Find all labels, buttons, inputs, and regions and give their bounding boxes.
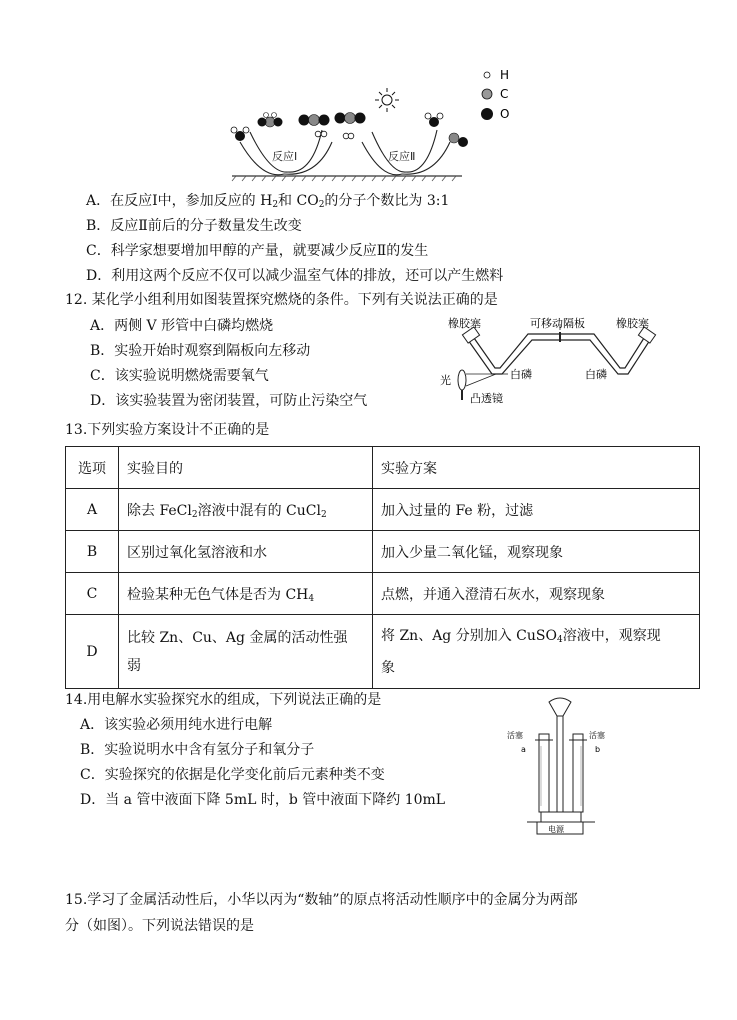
row-option: A xyxy=(66,489,119,531)
light-label: 光 xyxy=(440,374,451,387)
row-option: C xyxy=(66,573,119,615)
q12-stem: 12. 某化学小组利用如图装置探究燃烧的条件。下列有关说法正确的是 xyxy=(65,292,498,308)
table-row xyxy=(66,573,700,615)
reaction-1-label: 反应Ⅰ xyxy=(272,150,298,163)
hydrogen-legend-icon xyxy=(484,72,490,78)
q14-option-d: D．当 a 管中液面下降 5mL 时，b 管中液面下降约 10mL xyxy=(80,792,446,808)
lens-label: 凸透镜 xyxy=(470,392,503,405)
reaction-2-label: 反应Ⅱ xyxy=(388,150,416,163)
table-header-row xyxy=(66,447,700,489)
q12-option-c: C．该实验说明燃烧需要氧气 xyxy=(90,368,269,384)
row-plan: 加入少量二氧化锰，观察现象 xyxy=(373,531,700,573)
q11-option-d: D．利用这两个反应不仅可以减少温室气体的排放，还可以产生燃料 xyxy=(86,268,504,284)
row-option: D xyxy=(66,615,119,689)
stopper-right-label: 橡胶塞 xyxy=(616,317,649,330)
q12-option-b: B．实验开始时观察到隔板向左移动 xyxy=(90,343,311,359)
legend-o: O xyxy=(500,107,510,121)
tube-b-label: b xyxy=(595,745,601,754)
header-option: 选项 xyxy=(66,447,119,489)
q13-stem: 13.下列实验方案设计不正确的是 xyxy=(65,422,270,438)
q14-option-a: A．该实验必须用纯水进行电解 xyxy=(80,717,273,733)
q11-option-c: C．科学家想要增加甲醇的产量，就要减少反应Ⅱ的发生 xyxy=(86,243,429,259)
q15-stem-line1: 15.学习了金属活动性后，小华以丙为“数轴”的原点将活动性顺序中的金属分为两部 xyxy=(65,892,578,908)
combustion-apparatus-diagram xyxy=(440,312,672,412)
header-plan: 实验方案 xyxy=(373,447,700,489)
row-plan: 将 Zn、Ag 分别加入 CuSO$_4$溶液中，观察现 象 xyxy=(373,615,700,689)
q12-option-a: A．两侧 V 形管中白磷均燃烧 xyxy=(90,318,274,334)
q14-option-b: B．实验说明水中含有氢分子和氧分子 xyxy=(80,742,315,758)
tube-a-label: a xyxy=(521,745,526,754)
q14-option-c: C．实验探究的依据是化学变化前后元素种类不变 xyxy=(80,767,385,783)
phosphorus-right-label: 白磷 xyxy=(585,368,607,381)
molecules-group xyxy=(231,88,468,147)
phosphorus-left-label: 白磷 xyxy=(510,368,532,381)
valve-right-label: 活塞 xyxy=(589,731,605,740)
table-row xyxy=(66,531,700,573)
row-goal: 除去 FeCl$_2$溶液中混有的 CuCl$_2$ xyxy=(119,489,373,531)
row-goal: 比较 Zn、Cu、Ag 金属的活动性强 弱 xyxy=(119,615,373,689)
header-goal: 实验目的 xyxy=(119,447,373,489)
q15-stem-line2: 分（如图）。下列说法错误的是 xyxy=(65,918,254,934)
row-plan: 加入过量的 Fe 粉，过滤 xyxy=(373,489,700,531)
experiment-table xyxy=(65,446,700,689)
legend-h: H xyxy=(500,68,510,82)
q11-option-b: B．反应Ⅱ前后的分子数量发生改变 xyxy=(86,218,302,234)
reaction-diagram xyxy=(222,62,522,184)
row-option: B xyxy=(66,531,119,573)
legend-c: C xyxy=(500,87,509,101)
table-row xyxy=(66,615,700,689)
partition-label: 可移动隔板 xyxy=(530,317,585,330)
row-goal: 区别过氧化氢溶液和水 xyxy=(119,531,373,573)
power-label: 电源 xyxy=(548,825,564,834)
q12-option-d: D．该实验装置为密闭装置，可防止污染空气 xyxy=(90,393,368,409)
electrolysis-apparatus-diagram xyxy=(505,694,615,836)
q14-stem: 14.用电解水实验探究水的组成，下列说法正确的是 xyxy=(65,692,382,708)
q11-option-a: A．在反应Ⅰ中，参加反应的 $H_2$和 $CO_2$的分子个数比为 3:1 xyxy=(86,193,450,210)
valve-left-label: 活塞 xyxy=(507,731,523,740)
oxygen-legend-icon xyxy=(481,108,493,120)
carbon-legend-icon xyxy=(482,89,492,99)
row-plan: 点燃，并通入澄清石灰水，观察现象 xyxy=(373,573,700,615)
row-goal: 检验某种无色气体是否为 $CH_4$ xyxy=(119,573,373,615)
table-row xyxy=(66,489,700,531)
stopper-left-label: 橡胶塞 xyxy=(448,317,481,330)
